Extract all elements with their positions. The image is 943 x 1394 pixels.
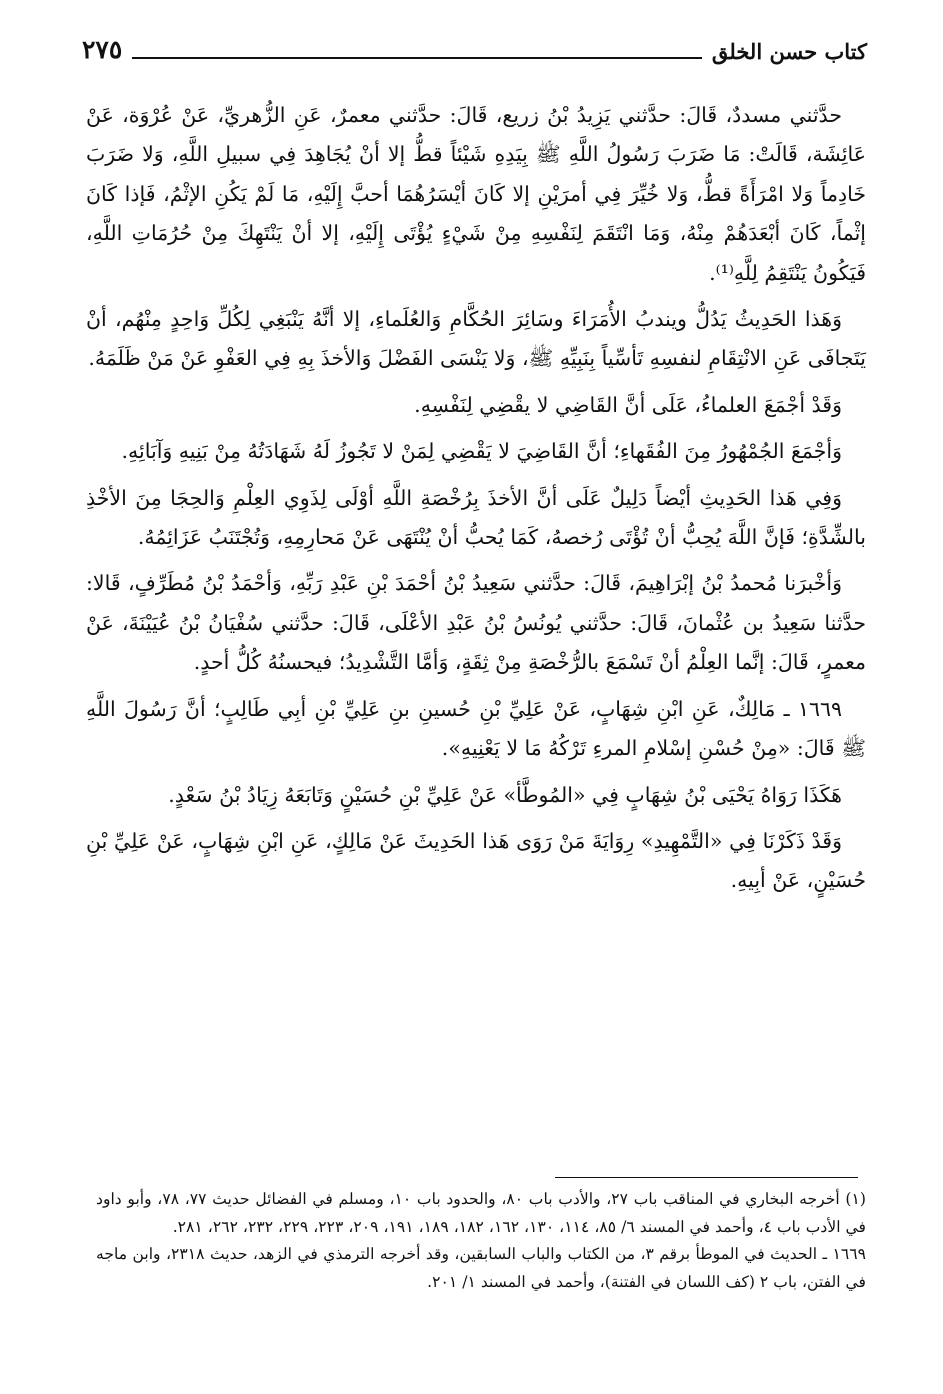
main-text xyxy=(86,96,866,901)
paragraph: حدَّثني مسددٌ، قَالَ: حدَّثني يَزِيدُ بْنُ زريع، قَالَ: حدَّثني معمرٌ، عَنِ الزُّهريِّ، عَنْ عُرْوَة، عَنْ عَائِشَة، قَالَتْ: مَا ضَرَبَ رَسُولُ اللَّهِ ﷺ بِيَدِهِ شَيْئاً قطُّ إلا أنْ يُجَاهِدَ فِي سبيلِ اللَّهِ، وَلا ضَرَبَ خَادِماً وَلا امْرَأَةً قطُّ، وَلا خُيِّرَ فِي أمرَيْنِ إلا كَانَ أيْسَرُهُمَا أحبَّ إِلَيْهِ، مَا لَمْ يَكُنِ الإثْمُ، فَإذا كَانَ إثْماً، كَانَ أبْعَدَهُمْ مِنْهُ، وَمَا انْتَقَمَ لِنَفْسِهِ مِنْ شَيْءٍ يُؤْتَى إِلَيْهِ، إلا أنْ يَنْتَهِكَ مِنْ حُرُمَاتِ اللَّهِ، فَيَكُونُ يَنْتَقِمُ لِلَّهِ⁽¹⁾. xyxy=(86,103,866,285)
paragraph: وَأخْبرَنا مُحمدُ بْنُ إبْرَاهِيمَ، قَالَ: حدَّثني سَعِيدُ بْنُ أحْمَدَ بْنِ عَبْدِ رَبِّهِ، وَأحْمَدُ بْنُ مُطَرِّفٍ، قَالا: حدَّثنا سَعِيدُ بن عُثْمانَ، قَالَ: حدَّثني يُونُسُ بْنُ عَبْدِ الأعْلَى، قَالَ: حدَّثني سُفْيَانُ بْنُ عُيَيْنَةَ، عَنْ معمرٍ، قَالَ: إنَّما العِلْمُ أنْ تَسْمَعَ بالرُّخْصَةِ مِنْ ثِقَةٍ، وَأمَّا التَّشْدِيدُ؛ فيحسنُهُ كُلُّ أحدٍ. xyxy=(86,571,866,675)
page-header xyxy=(82,30,867,64)
footnote-separator xyxy=(555,1177,858,1178)
paragraph: وَقَدْ أجْمَعَ العلماءُ، عَلَى أنَّ القَاضِي لا يقْضِي لِنَفْسِهِ. xyxy=(414,392,842,417)
paragraph: هَكَذَا رَوَاهُ يَحْيَى بْنُ شِهَابٍ فِي «المُوطَّأ» عَنْ عَلِيِّ بْنِ حُسَيْنٍ وَتَابَعَهُ زِيَادُ بْنُ سَعْدٍ. xyxy=(168,782,842,807)
footnote: (١) أخرجه البخاري في المناقب باب ٢٧، والأدب باب ٨٠، والحدود باب ١٠، ومسلم في الفضائل حديث ٧٧، ٧٨، وأبو داود في الأدب باب ٤، وأحمد في المسند ٦/ ٨٥، ١١٤، ١٣٠، ١٦٢، ١٨٢، ١٨٩، ١٩١، ٢٠٩، ٢٢٣، ٢٢٩، ٢٣٢، ٢٦٢، ٢٨١. xyxy=(96,1190,866,1236)
paragraph: وَهَذا الحَدِيثُ يَدُلُّ ويندبُ الأُمَرَاءَ وسَائِرَ الحُكَّامِ وَالعُلَماءِ، إلا أنَّهُ يَنْبَغِي لِكُلِّ وَاحِدٍ مِنْهُم، أنْ يَتَجافَى عَنِ الانْتِقَامِ لنفسِهِ تَأسِّياً بِنَبِيِّهِ ﷺ، وَلا يَنْسَى الفَضْلَ وَالأخذَ بِهِ فِي العَفْوِ عَنْ مَنْ ظَلَمَهُ. xyxy=(86,307,866,371)
hadith-paragraph: ١٦٦٩ ـ مَالِكٌ، عَنِ ابْنِ شِهَابٍ، عَنْ عَلِيِّ بْنِ حُسينِ بنِ عَلِيِّ بْنِ أبِي طَالِبٍ؛ أنَّ رَسُولَ اللَّهِ ﷺ قَالَ: «مِنْ حُسْنِ إسْلامِ المرءِ تَرْكُهُ مَا لا يَعْنِيهِ». xyxy=(86,696,866,761)
footnotes xyxy=(96,1186,866,1296)
running-title: كتاب حسن الخلق xyxy=(711,39,867,64)
paragraph: وَقَدْ ذَكَرْنَا فِي «التَّمْهِيدِ» رِوَايَةَ مَنْ رَوَى هَذا الحَدِيثَ عَنْ مَالِكٍ، عَنِ ابْنِ شِهَابٍ، عَنْ عَلِيِّ بْنِ حُسَيْنٍ، عَنْ أبِيهِ. xyxy=(86,828,866,893)
page-number: ٢٧٥ xyxy=(82,35,123,64)
footnote: ١٦٦٩ ـ الحديث في الموطأ برقم ٣، من الكتاب والباب السابقين، وقد أخرجه الترمذي في الزهد، حديث ٢٣١٨، وابن ماجه في الفتن، باب ٢ (كف اللسان في الفتنة)، وأحمد في المسند ١/ ٢٠١. xyxy=(96,1245,867,1291)
paragraph: وَأجْمَعَ الجُمْهُورُ مِنَ الفُقَهاءِ؛ أنَّ القَاضِيَ لا يَقْضِي لِمَنْ لا تَجُوزُ لَهُ شَهَادَتُهُ مِنْ بَنِيهِ وَآبَائِهِ. xyxy=(121,439,842,464)
paragraph: وَفِي هَذا الحَدِيثِ أيْضاً دَلِيلٌ عَلَى أنَّ الأخذَ بِرُخْصَةِ اللَّهِ أوْلَى لِذَوِي العِلْمِ وَالحِجَا مِنَ الأخْذِ بالشِّدَّةِ؛ فَإنَّ اللَّهَ يُحِبُّ أنْ تُؤْتَى رُخصهُ، كَمَا يُحبُّ أنْ يُنْتَهَى عَنْ مَحارِمِهِ، وَتُجْتَنَبُ عَزَائِمُهُ. xyxy=(86,485,866,550)
header-rule xyxy=(132,57,702,59)
